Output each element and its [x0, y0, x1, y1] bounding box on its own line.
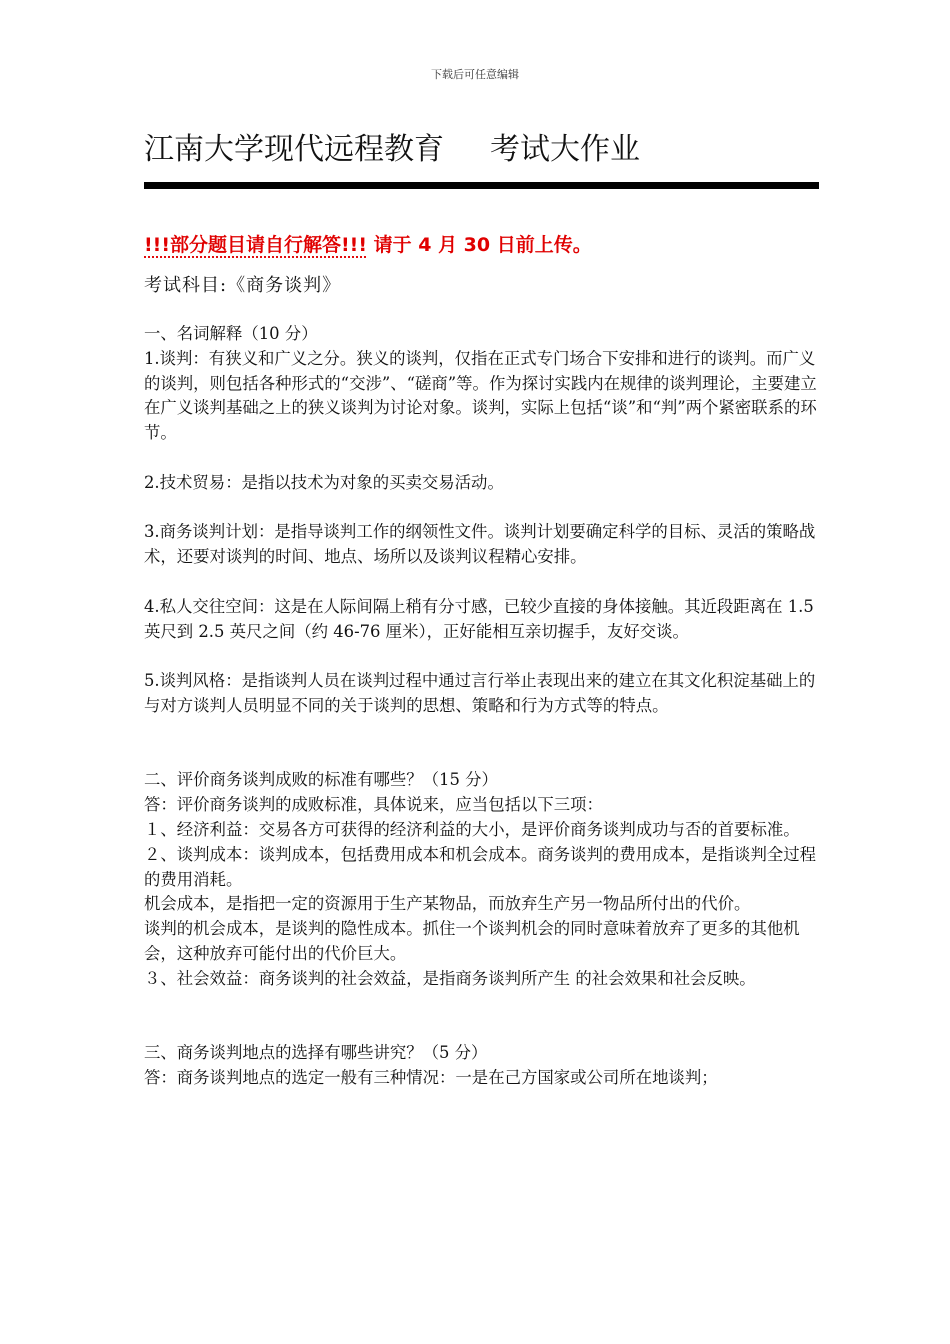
section3-heading: 三、商务谈判地点的选择有哪些讲究？（5 分）: [144, 1043, 488, 1063]
spacer: [144, 570, 824, 595]
answer-line: ３、社会效益：商务谈判的社会效益，是指商务谈判所产生 的社会效果和社会反映。: [144, 968, 756, 988]
document-body: [144, 322, 824, 1091]
spacer: [144, 644, 824, 669]
notice-deadline: 请于 4 月 30 日前上传。: [367, 234, 592, 256]
page-title: [144, 128, 640, 172]
spacer: [144, 496, 824, 521]
upload-notice: [144, 230, 592, 260]
term-item: 5.谈判风格：是指谈判人员在谈判过程中通过言行举止表现出来的建立在其文化积淀基础上的与对方谈判人员明显不同的关于谈判的思想、策略和行为方式等的特点。: [144, 671, 816, 715]
term-item: 1.谈判：有狭义和广义之分。狭义的谈判，仅指在正式专门场合下安排和进行的谈判。而广义的谈判，则包括各种形式的“交涉”、“磋商”等。作为探讨实践内在规律的谈判理论，主要建立在广义谈判基础之上的狭义谈判为讨论对象。谈判，实际上包括“谈”和“判”两个紧密联系的环节。: [144, 348, 817, 443]
term-item: 3.商务谈判计划：是指导谈判工作的纲领性文件。谈判计划要确定科学的目标、灵活的策略战术，还要对谈判的时间、地点、场所以及谈判议程精心安排。: [144, 522, 816, 567]
spacer: [144, 992, 824, 1042]
spacer: [144, 446, 824, 471]
term-item: 2.技术贸易：是指以技术为对象的买卖交易活动。: [144, 472, 504, 492]
header-note: 下载后可任意编辑: [431, 68, 519, 81]
term-item: 4.私人交往空间：这是在人际间隔上稍有分寸感，已较少直接的身体接触。其近段距离在 1.5 英尺到 2.5 英尺之间（约 46-76 厘米），正好能相互亲切握手，友好交谈。: [144, 596, 814, 641]
title-institution: 江南大学现代远程教育: [144, 132, 444, 167]
title-rule-divider: [144, 182, 819, 189]
answer-line: １、经济利益：交易各方可获得的经济利益的大小，是评价商务谈判成功与否的首要标准。: [144, 819, 800, 839]
answer-line: 谈判的机会成本，是谈判的隐性成本。抓住一个谈判机会的同时意味着放弃了更多的其他机会，这种放弃可能付出的代价巨大。: [144, 919, 800, 963]
exam-subject: 考试科目:《商务谈判》: [144, 275, 342, 296]
notice-emphasis: !!!部分题目请自行解答!!!: [144, 234, 367, 256]
answer-line: 答：商务谈判地点的选定一般有三种情况：一是在己方国家或公司所在地谈判；: [144, 1067, 718, 1087]
spacer: [144, 719, 824, 769]
answer-line: 答：评价商务谈判的成败标准，具体说来，应当包括以下三项：: [144, 795, 603, 815]
title-assignment: 考试大作业: [490, 132, 640, 167]
answer-line: 机会成本，是指把一定的资源用于生产某物品，而放弃生产另一物品所付出的代价。: [144, 894, 751, 914]
section1-heading: 一、名词解释（10 分）: [144, 324, 318, 343]
section2-heading: 二、评价商务谈判成败的标准有哪些？（15 分）: [144, 770, 498, 790]
answer-line: ２、谈判成本：谈判成本，包括费用成本和机会成本。商务谈判的费用成本，是指谈判全过程的费用消耗。: [144, 844, 817, 889]
